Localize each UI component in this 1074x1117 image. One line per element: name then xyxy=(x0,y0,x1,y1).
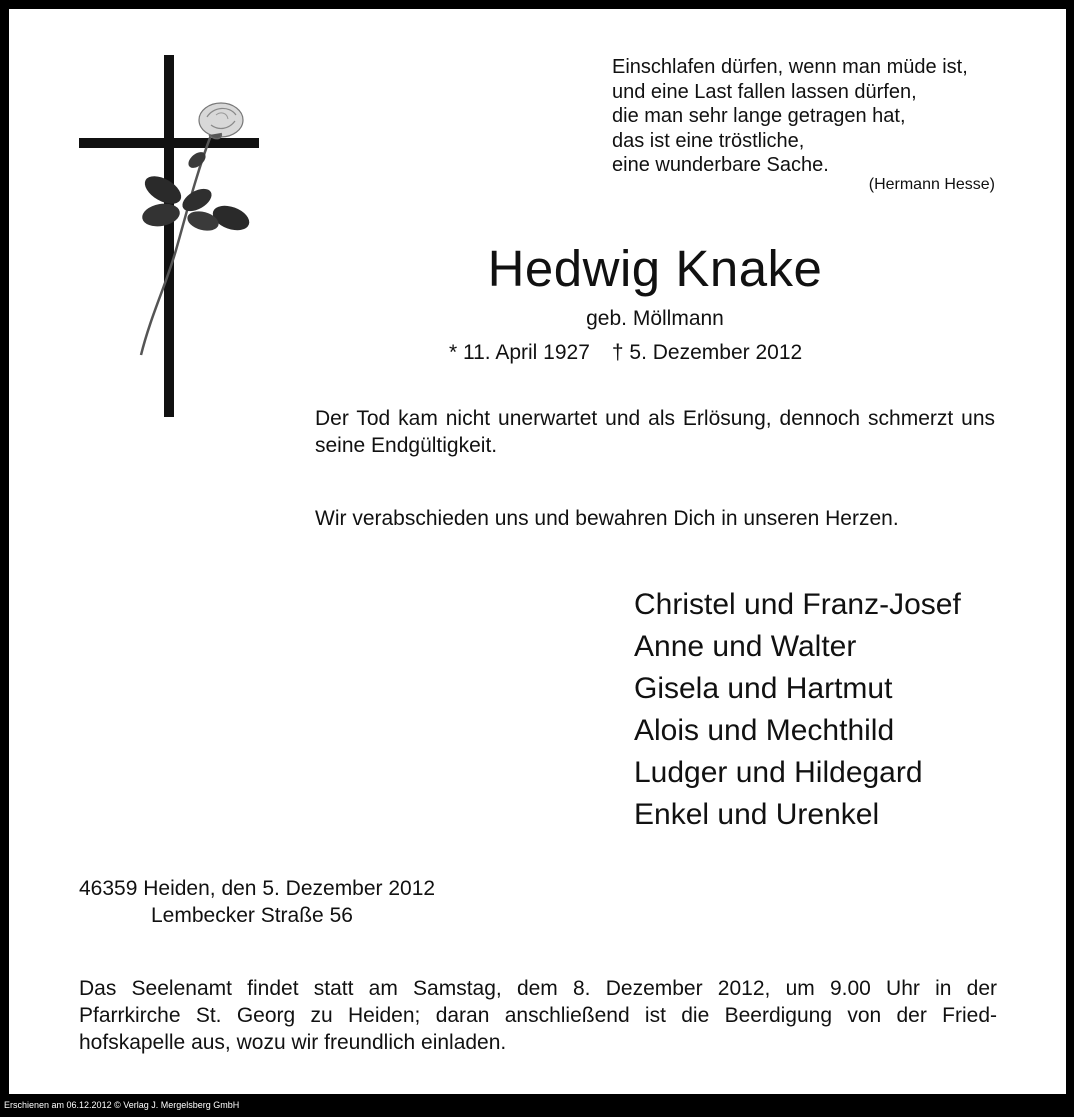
service-line: hofskapelle aus, wozu wir freundlich einladen. xyxy=(79,1031,507,1054)
obituary-notice xyxy=(9,9,1066,1094)
life-dates xyxy=(449,341,802,365)
message-paragraph-1: Der Tod kam nicht unerwartet und als Erlösung, dennoch schmerzt uns seine Endgültigkeit. xyxy=(315,407,995,457)
service-announcement xyxy=(79,975,997,1056)
family-member: Alois und Mechthild xyxy=(634,714,895,747)
family-member: Ludger und Hildegard xyxy=(634,756,923,789)
birth-date: * 11. April 1927 xyxy=(449,341,590,364)
address-block xyxy=(79,875,435,929)
born-name: geb. Möllmann xyxy=(586,307,724,330)
family-member: Christel und Franz-Josef xyxy=(634,588,961,621)
family-list xyxy=(634,584,961,836)
family-member: Gisela und Hartmut xyxy=(634,672,893,705)
family-member: Anne und Walter xyxy=(634,630,857,663)
street-address: Lembecker Straße 56 xyxy=(151,904,353,927)
deceased-name: Hedwig Knake xyxy=(487,240,823,297)
poem-line: das ist eine tröstliche, xyxy=(612,129,805,152)
poem-author: (Hermann Hesse) xyxy=(868,176,995,193)
poem-line: und eine Last fallen lassen dürfen, xyxy=(612,80,917,103)
poem-line: eine wunderbare Sache. xyxy=(612,154,829,176)
place-date: 46359 Heiden, den 5. Dezember 2012 xyxy=(79,877,436,900)
poem-line: die man sehr lange getragen hat, xyxy=(612,105,906,127)
poem-line: Einschlafen dürfen, wenn man müde ist, xyxy=(612,56,968,78)
family-member: Enkel und Urenkel xyxy=(634,798,880,831)
poem xyxy=(612,55,968,178)
service-line: Pfarrkirche St. Georg zu Heiden; daran anschließend ist die Beerdigung von der Fried- xyxy=(79,1004,997,1027)
service-line: Das Seelenamt findet statt am Samstag, dem 8. Dezember 2012, um 9.00 Uhr in der xyxy=(79,977,997,1000)
publisher-footer: Erschienen am 06.12.2012 © Verlag J. Mergelsberg GmbH xyxy=(4,1100,240,1110)
death-date: † 5. Dezember 2012 xyxy=(611,341,803,364)
message-paragraph-2: Wir verabschieden uns und bewahren Dich in unseren Herzen. xyxy=(315,507,899,530)
